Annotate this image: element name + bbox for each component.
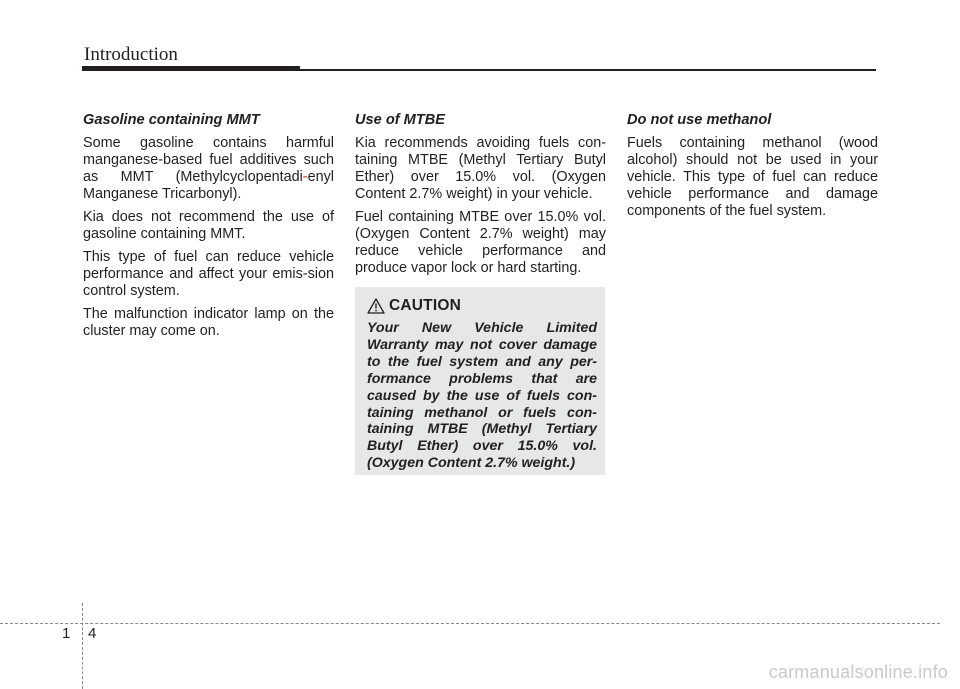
column-mmt	[83, 112, 334, 346]
page-number: 4	[88, 625, 97, 642]
paragraph-mmt-1-text-a: Some gasoline contains harmful manganese-based fuel additives such as MMT (Methylcyclopentadi	[83, 135, 334, 185]
caution-header	[367, 295, 461, 317]
caution-title: CAUTION	[389, 297, 462, 314]
paragraph-mmt-2: Kia does not recommend the use of gasoline containing MMT.	[83, 209, 334, 242]
hyphen-mark: -	[302, 169, 308, 185]
heading-mmt: Gasoline containing MMT	[83, 112, 260, 128]
column-mtbe	[355, 112, 606, 283]
header-rule-thick	[82, 66, 300, 71]
header-rule-thin	[300, 69, 876, 71]
paragraph-mmt-1-text-b: enyl Manganese Tricarbonyl).	[83, 169, 334, 202]
footer-divider	[82, 603, 83, 689]
chapter-number: 1	[62, 625, 71, 642]
paragraph-mmt-3: This type of fuel can reduce vehicle performance and affect your emis-sion control system.	[83, 249, 334, 299]
column-methanol	[627, 112, 878, 226]
paragraph-mmt-4: The malfunction indicator lamp on the cluster may come on.	[83, 306, 334, 339]
warning-triangle-icon	[367, 298, 385, 314]
paragraph-methanol-1: Fuels containing methanol (wood alcohol) should not be used in your vehicle. This type of fuel can reduce vehicle performance and damage components of the fuel system.	[627, 135, 878, 219]
caution-text: Your New Vehicle Limited Warranty may not cover damage to the fuel system and any per-formance problems that are caused by the use of fuels con-taining methanol or fuels con-taining MTBE (Methyl Tertiary Butyl Ether) over 15.0% vol. (Oxygen Content 2.7% weight.)	[367, 320, 597, 472]
caution-box	[355, 287, 605, 475]
paragraph-mtbe-1: Kia recommends avoiding fuels con-taining MTBE (Methyl Tertiary Butyl Ether) over 15.0% vol. (Oxygen Content 2.7% weight) in your vehicle.	[355, 135, 606, 202]
heading-methanol: Do not use methanol	[627, 112, 772, 128]
heading-mtbe: Use of MTBE	[355, 112, 445, 128]
watermark-text: carmanualsonline.info	[768, 662, 948, 682]
section-title: Introduction	[84, 44, 178, 65]
paragraph-mtbe-2: Fuel containing MTBE over 15.0% vol. (Oxygen Content 2.7% weight) may reduce vehicle performance and produce vapor lock or hard starting.	[355, 209, 606, 276]
paragraph-mmt-1	[83, 135, 334, 203]
footer-rule	[0, 623, 940, 624]
